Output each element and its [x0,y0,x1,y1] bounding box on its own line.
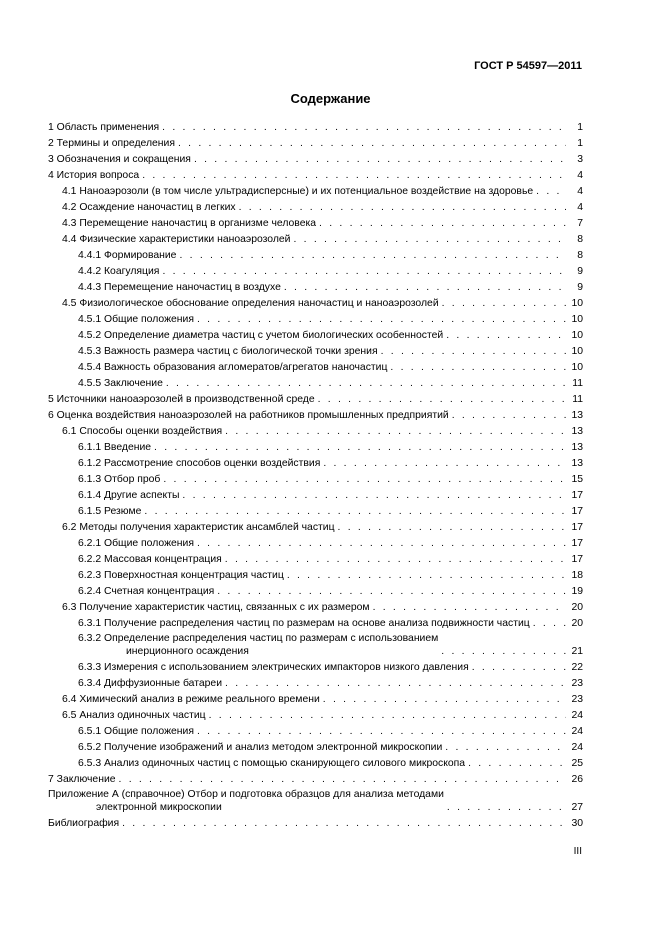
dot-leader [284,282,566,294]
toc-entry-page: 4 [577,170,583,181]
toc-entry[interactable] [48,470,583,486]
toc-entry[interactable] [48,390,583,406]
toc-entry-page: 1 [577,122,583,133]
dot-leader [446,330,566,342]
dot-leader [197,538,566,550]
table-of-contents [48,118,583,830]
toc-entry-page: 11 [572,378,583,389]
toc-entry-title: 5 Источники наноаэрозолей в производственной среде [48,394,315,405]
toc-entry-page: 4 [577,202,583,213]
dot-leader [293,234,566,246]
toc-entry[interactable] [48,310,583,326]
dot-leader [323,694,566,706]
toc-entry-page: 7 [577,218,583,229]
toc-entry-title: 6.5.1 Общие положения [78,726,194,737]
toc-entry-title: 6.1.2 Рассмотрение способов оценки воздействия [78,458,321,469]
toc-entry-title: 4.4.2 Коагуляция [78,266,160,277]
toc-entry[interactable] [48,614,583,630]
toc-entry-page: 23 [571,694,583,705]
toc-entry-page: 26 [571,774,583,785]
dot-leader [194,154,566,166]
toc-entry[interactable] [48,550,583,566]
toc-entry-title: 6.4 Химический анализ в режиме реального времени [62,694,320,705]
toc-entry-title: 4.5.3 Важность размера частиц с биологической точки зрения [78,346,378,357]
dot-leader [323,458,566,470]
toc-entry-page: 24 [571,742,583,753]
toc-entry[interactable] [48,262,583,278]
dot-leader [162,266,566,278]
dot-leader [122,818,566,830]
toc-entry-title: 6.2 Методы получения характеристик ансамблей частиц [62,522,335,533]
toc-entry[interactable] [48,342,583,358]
dot-leader [452,410,566,422]
document-code: ГОСТ Р 54597—2011 [474,60,582,72]
toc-entry[interactable] [48,166,583,182]
dot-leader [144,506,566,518]
toc-entry-page: 22 [571,662,583,673]
dot-leader [197,314,566,326]
toc-entry-page: 10 [571,362,583,373]
toc-entry-page: 8 [577,234,583,245]
toc-entry-page: 4 [577,186,583,197]
toc-entry[interactable] [48,754,583,770]
toc-entry[interactable] [48,374,583,390]
dot-leader [390,362,566,374]
dot-leader [239,202,566,214]
toc-entry[interactable] [48,230,583,246]
dot-leader [472,662,566,674]
toc-entry[interactable] [48,674,583,690]
toc-entry-title: 4 История вопроса [48,170,140,181]
page-title: Содержание [290,91,371,106]
toc-entry[interactable] [48,326,583,342]
toc-entry[interactable] [48,454,583,470]
toc-entry[interactable] [48,294,583,310]
toc-entry-page: 9 [577,282,583,293]
dot-leader [142,170,566,182]
toc-entry-title: 6.3 Получение характеристик частиц, связанных с их размером [62,602,370,613]
toc-entry-title: 6 Оценка воздействия наноаэрозолей на работников промышленных предприятий [48,410,449,421]
toc-entry[interactable] [48,582,583,598]
dot-leader [441,646,566,658]
toc-entry-title: 4.5 Физиологическое обоснование определения наночастиц и наноаэрозолей [62,298,439,309]
dot-leader [225,678,566,690]
toc-entry[interactable] [48,118,583,134]
toc-entry-page: 17 [571,506,583,517]
toc-entry[interactable] [48,814,583,830]
toc-entry[interactable] [48,150,583,166]
toc-entry-title: 6.3.2 Определение распределения частиц по размерам с использованием инерционного осаждения [78,633,439,657]
toc-entry-title: 6.2.4 Счетная концентрация [78,586,215,597]
toc-entry-title: 6.3.1 Получение распределения частиц по размерам на основе анализа подвижности частиц [78,618,530,629]
dot-leader [319,218,566,230]
toc-entry-title: 4.3 Перемещение наночастиц в организме человека [62,218,317,229]
toc-entry-title: 6.5.2 Получение изображений и анализ методом электронной микроскопии [78,742,443,753]
toc-entry-title: 6.1 Способы оценки воздействия [62,426,223,437]
toc-entry[interactable] [48,690,583,706]
toc-entry-title: 4.1 Наноаэрозоли (в том числе ультрадисперсные) и их потенциальное воздействие на здоровье [62,186,534,197]
dot-leader [468,758,566,770]
toc-entry-page: 13 [571,458,583,469]
toc-entry-title: 4.2 Осаждение наночастиц в легких [62,202,236,213]
toc-entry[interactable] [48,278,583,294]
dot-leader [166,378,566,390]
toc-entry[interactable] [48,438,583,454]
dot-leader [163,474,566,486]
toc-entry-page: 23 [571,678,583,689]
dot-leader [373,602,566,614]
toc-entry-page: 10 [571,330,583,341]
toc-entry-page: 24 [571,710,583,721]
toc-entry-title: 2 Термины и определения [48,138,175,149]
toc-entry-title: 1 Область применения [48,122,160,133]
toc-entry-title: 4.5.1 Общие положения [78,314,194,325]
toc-entry-page: 20 [571,618,583,629]
toc-entry[interactable] [48,486,583,502]
toc-entry[interactable] [48,182,583,198]
toc-entry[interactable] [48,630,583,658]
toc-entry[interactable] [48,406,583,422]
toc-entry-page: 3 [577,154,583,165]
toc-entry-page: 24 [571,726,583,737]
dot-leader [178,138,566,150]
toc-entry-page: 17 [571,490,583,501]
toc-entry-title: 3 Обозначения и сокращения [48,154,191,165]
toc-entry[interactable] [48,770,583,786]
toc-entry[interactable] [48,706,583,722]
toc-entry-title: 4.4 Физические характеристики наноаэрозолей [62,234,291,245]
toc-entry-title: 4.5.4 Важность образования агломератов/агрегатов наночастиц [78,362,388,373]
toc-entry-title: 7 Заключение [48,774,116,785]
toc-entry[interactable] [48,246,583,262]
toc-entry-title: 6.5 Анализ одиночных частиц [62,710,206,721]
toc-entry-title: 6.3.3 Измерения с использованием электрических импакторов низкого давления [78,662,469,673]
page-number: III [573,846,582,857]
toc-entry[interactable] [48,198,583,214]
toc-entry-title: 6.1.5 Резюме [78,506,142,517]
toc-entry-title: 6.3.4 Диффузионные батареи [78,678,223,689]
toc-entry-title: 4.4.1 Формирование [78,250,177,261]
toc-entry[interactable] [48,658,583,674]
toc-entry[interactable] [48,598,583,614]
toc-entry-title: 6.2.1 Общие положения [78,538,194,549]
toc-entry-title: 6.2.2 Массовая концентрация [78,554,222,565]
toc-entry[interactable] [48,502,583,518]
toc-entry-title: 6.5.3 Анализ одиночных частиц с помощью сканирующего силового микроскопа [78,758,466,769]
toc-entry-page: 20 [571,602,583,613]
toc-entry-page: 11 [572,394,583,405]
dot-leader [533,618,566,630]
toc-entry-page: 17 [571,554,583,565]
toc-entry-page: 15 [571,474,583,485]
dot-leader [381,346,566,358]
toc-entry-title: 4.5.2 Определение диаметра частиц с учетом биологических особенностей [78,330,444,341]
toc-entry[interactable] [48,134,583,150]
dot-leader [536,186,566,198]
toc-entry-page: 8 [577,250,583,261]
toc-entry-page: 13 [571,410,583,421]
dot-leader [179,250,566,262]
toc-entry[interactable] [48,722,583,738]
toc-entry-page: 17 [571,522,583,533]
dot-leader [225,554,566,566]
toc-entry-page: 10 [571,298,583,309]
dot-leader [154,442,566,454]
dot-leader [217,586,566,598]
dot-leader [442,298,566,310]
toc-entry-title: Библиография [48,818,120,829]
toc-entry[interactable] [48,566,583,582]
toc-entry-page: 18 [571,570,583,581]
dot-leader [119,774,566,786]
dot-leader [162,122,566,134]
toc-entry[interactable] [48,786,583,814]
toc-entry-title: 6.1.4 Другие аспекты [78,490,180,501]
toc-entry-page: 21 [571,646,583,657]
toc-entry-page: 27 [571,802,583,813]
toc-entry-page: 19 [571,586,583,597]
dot-leader [318,394,566,406]
dot-leader [197,726,566,738]
toc-entry-title: Приложение А (справочное) Отбор и подготовка образцов для анализа методами электронной микроскопии [48,789,444,813]
dot-leader [445,742,566,754]
toc-entry[interactable] [48,422,583,438]
toc-entry-page: 13 [571,442,583,453]
dot-leader [338,522,566,534]
toc-entry-page: 10 [571,346,583,357]
dot-leader [287,570,566,582]
toc-entry[interactable] [48,534,583,550]
toc-entry[interactable] [48,738,583,754]
toc-entry-title: 4.4.3 Перемещение наночастиц в воздухе [78,282,281,293]
toc-entry-title: 4.5.5 Заключение [78,378,163,389]
toc-entry-page: 10 [571,314,583,325]
toc-entry-title: 6.1.3 Отбор проб [78,474,161,485]
toc-entry-page: 1 [577,138,583,149]
toc-entry-title: 6.1.1 Введение [78,442,152,453]
toc-entry-page: 30 [571,818,583,829]
toc-entry[interactable] [48,214,583,230]
toc-entry-title: 6.2.3 Поверхностная концентрация частиц [78,570,284,581]
dot-leader [447,802,566,814]
dot-leader [225,426,566,438]
dot-leader [182,490,566,502]
toc-entry-page: 13 [571,426,583,437]
dot-leader [209,710,566,722]
toc-entry-page: 9 [577,266,583,277]
toc-entry[interactable] [48,358,583,374]
toc-entry[interactable] [48,518,583,534]
toc-entry-page: 25 [571,758,583,769]
toc-entry-page: 17 [571,538,583,549]
